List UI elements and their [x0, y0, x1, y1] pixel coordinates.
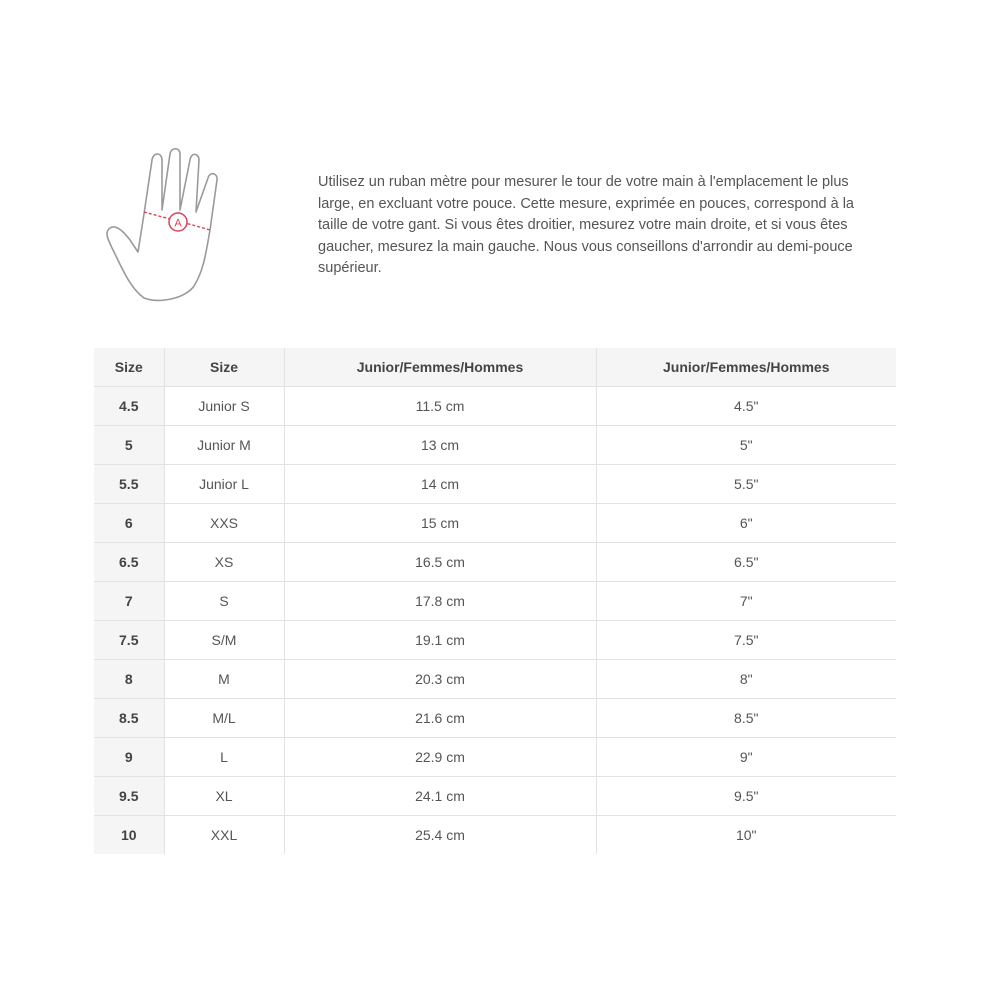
cell-size-number: 7 [94, 582, 164, 621]
header-size-number: Size [94, 348, 164, 387]
cell-inches: 9" [596, 738, 896, 777]
cell-inches: 8.5" [596, 699, 896, 738]
cell-size-number: 5 [94, 426, 164, 465]
cell-size-number: 7.5 [94, 621, 164, 660]
cell-inches: 6" [596, 504, 896, 543]
cell-inches: 9.5" [596, 777, 896, 816]
cell-inches: 5.5" [596, 465, 896, 504]
cell-size-label: M/L [164, 699, 284, 738]
hand-outline [107, 149, 217, 301]
cell-size-label: L [164, 738, 284, 777]
table-row [94, 543, 896, 582]
cell-size-label: S/M [164, 621, 284, 660]
cell-cm: 21.6 cm [284, 699, 596, 738]
cell-size-number: 6 [94, 504, 164, 543]
cell-inches: 5" [596, 426, 896, 465]
cell-cm: 25.4 cm [284, 816, 596, 855]
cell-size-label: Junior L [164, 465, 284, 504]
cell-cm: 15 cm [284, 504, 596, 543]
cell-cm: 20.3 cm [284, 660, 596, 699]
table-row [94, 621, 896, 660]
hand-measurement-icon [100, 148, 230, 303]
cell-size-label: Junior S [164, 387, 284, 426]
cell-inches: 6.5" [596, 543, 896, 582]
cell-size-label: M [164, 660, 284, 699]
cell-size-label: S [164, 582, 284, 621]
cell-size-number: 5.5 [94, 465, 164, 504]
table-row [94, 504, 896, 543]
cell-inches: 7.5" [596, 621, 896, 660]
cell-size-number: 4.5 [94, 387, 164, 426]
cell-cm: 22.9 cm [284, 738, 596, 777]
cell-cm: 24.1 cm [284, 777, 596, 816]
cell-size-label: XL [164, 777, 284, 816]
cell-inches: 7" [596, 582, 896, 621]
header-cm: Junior/Femmes/Hommes [284, 348, 596, 387]
table-row [94, 699, 896, 738]
table-row [94, 660, 896, 699]
cell-size-label: XXS [164, 504, 284, 543]
cell-size-label: XXL [164, 816, 284, 855]
glove-size-table [94, 348, 896, 854]
table-row [94, 738, 896, 777]
table-row [94, 816, 896, 855]
table-body [94, 387, 896, 855]
cell-cm: 11.5 cm [284, 387, 596, 426]
cell-size-number: 9.5 [94, 777, 164, 816]
cell-inches: 4.5" [596, 387, 896, 426]
measurement-instructions: Utilisez un ruban mètre pour mesurer le tour de votre main à l'emplacement le plus large, en excluant votre pouce. Cette mesure, exprimée en pouces, correspond à la taille de votre gant. Si vous êtes droitier, mesurez votre main droite, et si vous êtes gaucher, mesurez la main gauche. Nous vous conseillons d'arrondir au demi-pouce supérieur. [318, 174, 854, 276]
cell-inches: 10" [735, 827, 757, 843]
cell-cm: 19.1 cm [284, 621, 596, 660]
header-inches: Junior/Femmes/Hommes [596, 348, 896, 387]
measurement-marker-label: A [174, 217, 182, 230]
header-size-label: Size [164, 348, 284, 387]
table-row [94, 582, 896, 621]
cell-size-number: 8.5 [94, 699, 164, 738]
cell-size-label: XS [164, 543, 284, 582]
cell-cm: 13 cm [284, 426, 596, 465]
cell-size-number: 8 [94, 660, 164, 699]
table-row [94, 465, 896, 504]
cell-size-number: 6.5 [94, 543, 164, 582]
table-row [94, 387, 896, 426]
cell-inches: 8" [596, 660, 896, 699]
cell-cm: 16.5 cm [284, 543, 596, 582]
cell-cm: 17.8 cm [284, 582, 596, 621]
cell-size-number: 9 [94, 738, 164, 777]
table-row [94, 777, 896, 816]
cell-size-number: 10 [94, 816, 164, 855]
table-header-row [94, 348, 896, 387]
table-row [94, 426, 896, 465]
cell-size-label: Junior M [164, 426, 284, 465]
cell-cm: 14 cm [284, 465, 596, 504]
